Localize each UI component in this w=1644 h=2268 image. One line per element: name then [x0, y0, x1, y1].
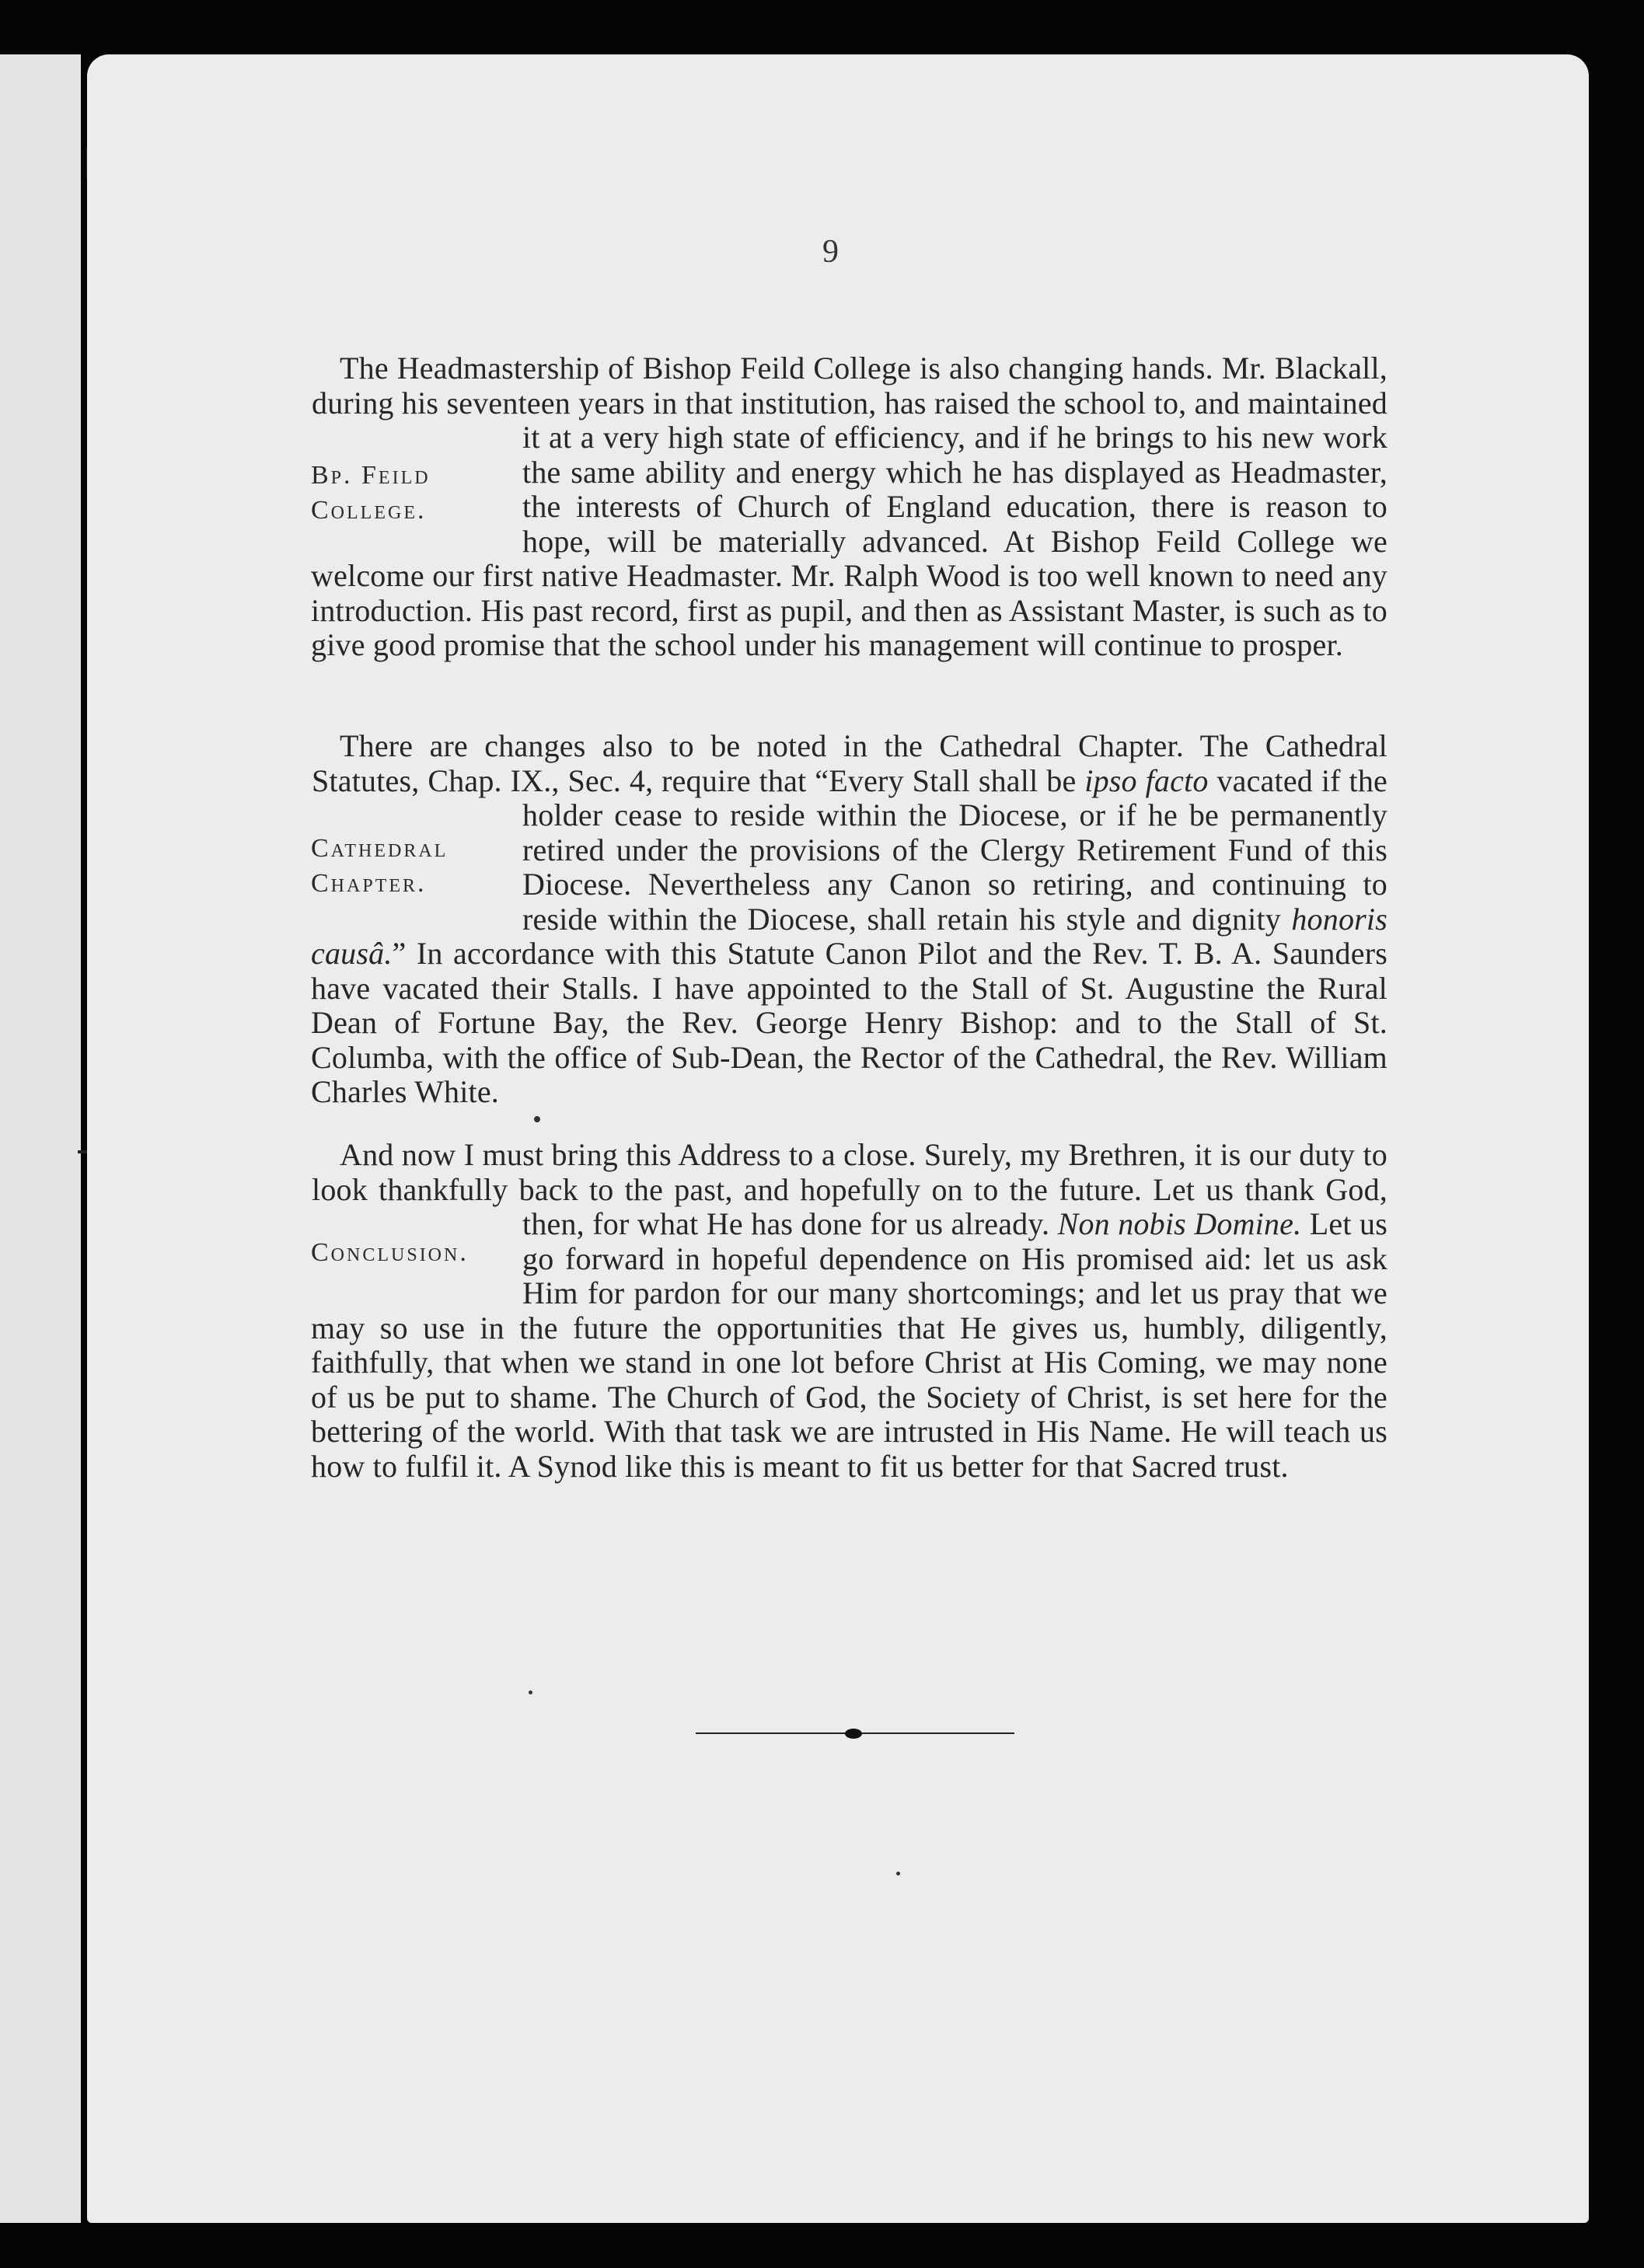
adjacent-page-edge: [0, 54, 81, 2223]
margin-note-line: Cathedral: [311, 834, 449, 863]
italic-phrase-honoris-causa: honoris causâ.: [311, 901, 1387, 971]
text-run: vacated if the holder cease to reside within the Diocese, or if he be permanently retired under the provisions of the Clergy Retirement Fund of this Diocese. Nevertheless any Canon so retiring, and continuing to reside within the Diocese, shall retain his style and dignity: [522, 762, 1388, 937]
page-number: 9: [822, 234, 839, 270]
paragraph-text: The Headmastership of Bishop Feild College is also changing hands. Mr. Blackall, during his seventeen years in that institution, has raised the school to, and maintained it at a very high state of efficiency, and if he brings to his new work the same ability and energy which he has displayed as Headmaster, the interests of Church of England education, there is reason to hope, will be materially advanced. At Bishop Feild College we welcome our first native Headmaster. Mr. Ralph Wood is too well known to need any introduction. His past record, first as pupil, and then as Assistant Master, is such as to give good promise that the school under his management will continue to prosper.: [311, 351, 1387, 662]
dot: [529, 1691, 532, 1694]
text-run: Let us go forward in hopeful dependence on His promised aid: let us ask Him for pardon for our many shortcomings; and let us pray that we may so use in the future the opportunities that He gives us, humbly, diligently, faithfully, that when we stand in one lot before Christ at His Coming, we may none of us be put to shame. The Church of God, the Society of Christ, is set here for the bettering of the world. With that task we are intrusted in His Name. He will teach us how to fulfil it. A Synod like this is meant to fit us better for that Sacred trust.: [311, 1206, 1387, 1484]
text-run: There are changes also to be noted in the Cathedral Chapter. The Cathedral Statutes, Chap. IX., Sec. 4, require that “Every Stall shall be: [312, 728, 1387, 798]
ornament-rule-left: [696, 1732, 847, 1734]
dot: [896, 1872, 900, 1875]
paragraph-conclusion: [311, 1138, 1387, 1484]
margin-note-line: Bp. Feild: [311, 461, 431, 490]
dot: [534, 1116, 540, 1122]
paragraph-cathedral-chapter: [311, 729, 1387, 1110]
italic-phrase-non-nobis-domine: Non nobis Domine.: [1057, 1206, 1302, 1241]
paragraph-headmastership: [311, 351, 1387, 663]
margin-note-line: College.: [311, 495, 427, 525]
text-run: ” In accordance with this Statute Canon Pilot and the Rev. T. B. A. Saunders have vacated their Stalls. I have appointed to the Stall of St. Augustine the Rural Dean of Fortune Bay, the Rev. George Henry Bishop: and to the Stall of St. Columba, with the office of Sub-Dean, the Rector of the Cathedral, the Rev. William Charles White.: [311, 936, 1387, 1109]
closing-ornament: [696, 1729, 1014, 1738]
ornament-rule-right: [860, 1732, 1014, 1734]
italic-phrase-ipso-facto: ipso facto: [1084, 762, 1209, 798]
margin-note-line: Chapter.: [311, 868, 427, 898]
margin-note-line: Conclusion.: [311, 1238, 469, 1267]
paragraph-text: [311, 1138, 1387, 1484]
ornament-dot: [845, 1729, 862, 1739]
text-run: And now I must bring this Address to a close. Surely, my Brethren, it is our duty to look thankfully back to the past, and hopefully on to the future. Let us thank God, then, for what He has done for us already.: [312, 1137, 1387, 1241]
